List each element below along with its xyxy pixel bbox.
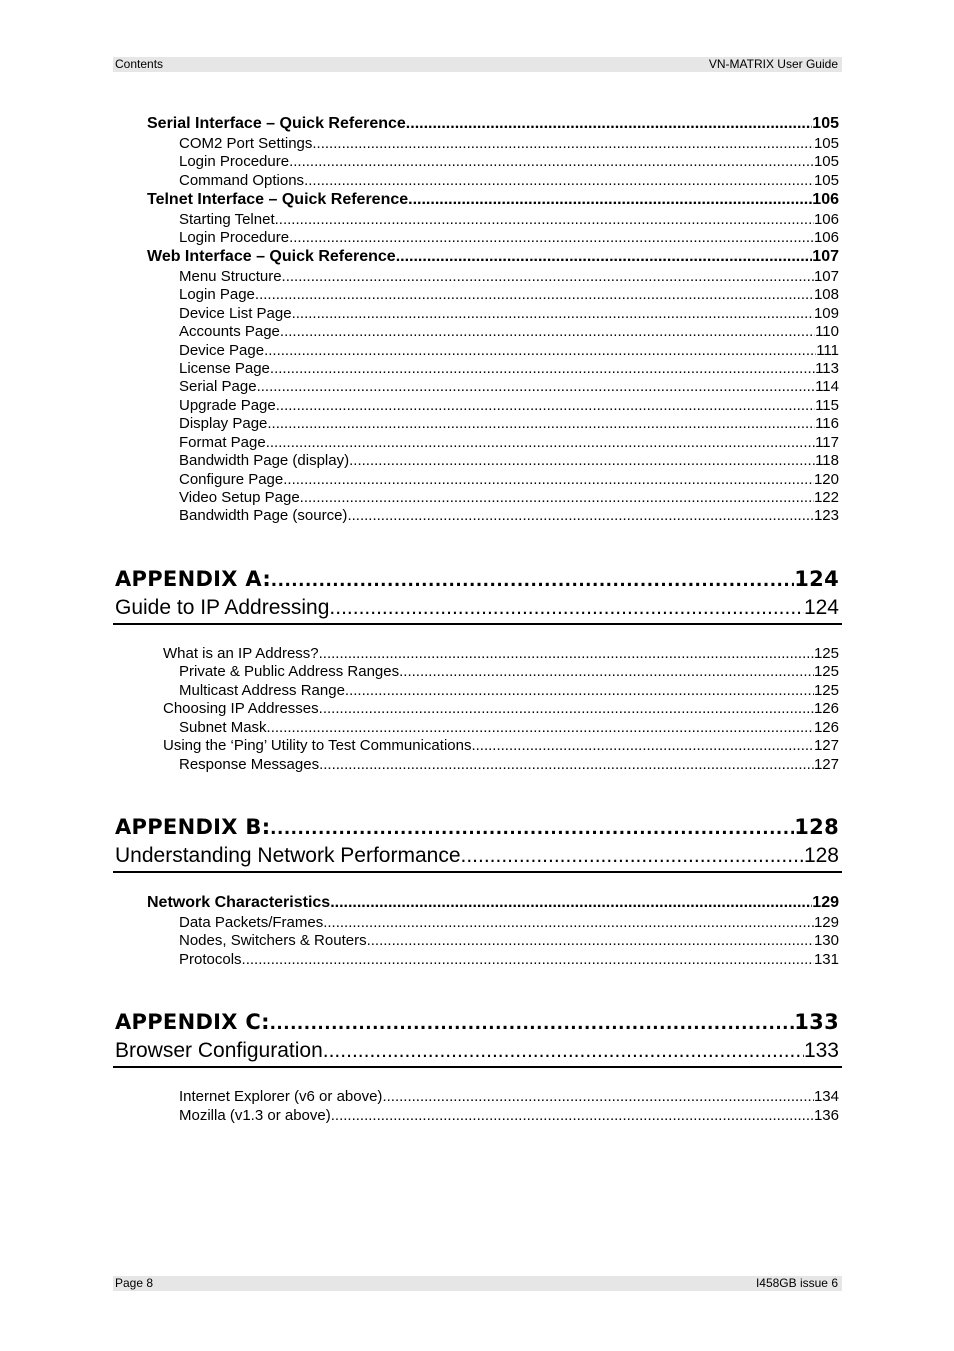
toc-entry[interactable]: What is an IP Address? ..... 125	[163, 645, 839, 663]
toc-entry[interactable]: Bandwidth Page (source) ..... 123	[179, 507, 839, 525]
toc-entry[interactable]: Choosing IP Addresses ..... 126	[163, 700, 839, 718]
toc-entry[interactable]: Internet Explorer (v6 or above) ..... 134	[179, 1088, 839, 1106]
toc-entry[interactable]: Data Packets/Frames ..... 129	[179, 914, 839, 932]
toc-entry[interactable]: Device Page ..... 111	[179, 342, 839, 360]
toc-entry[interactable]: Login Procedure ..... 105	[179, 153, 839, 171]
toc-entry[interactable]: Mozilla (v1.3 or above) ..... 136	[179, 1107, 839, 1125]
toc-section-telnet[interactable]: Telnet Interface – Quick Reference ..... 106	[147, 191, 839, 210]
toc-entry[interactable]: Private & Public Address Ranges ..... 125	[179, 663, 839, 681]
toc-entry[interactable]: COM2 Port Settings ..... 105	[179, 135, 839, 153]
footer-issue: I458GB issue 6	[755, 1276, 838, 1290]
toc-entry[interactable]: Accounts Page ..... 110	[179, 323, 839, 341]
footer-page-number: Page 8	[115, 1276, 154, 1290]
toc-entry[interactable]: Using the ‘Ping’ Utility to Test Communications ..... 127	[163, 737, 839, 755]
toc-appendix-c[interactable]: APPENDIX C: ..... 133	[115, 1010, 839, 1038]
toc-entry[interactable]: Format Page ..... 117	[179, 434, 839, 452]
header-section-name: Contents	[115, 57, 164, 71]
toc-section-network[interactable]: Network Characteristics ..... 129	[147, 894, 839, 913]
toc-entry[interactable]: Display Page ..... 116	[179, 415, 839, 433]
toc-entry[interactable]: Menu Structure ..... 107	[179, 268, 839, 286]
header-document-title: VN-MATRIX User Guide	[708, 57, 838, 71]
toc-entry[interactable]: Serial Page ..... 114	[179, 378, 839, 396]
toc-appendix-a-title[interactable]: Guide to IP Addressing ..... 124	[115, 596, 839, 624]
appendix-a-rule	[113, 623, 842, 625]
appendix-c-rule	[113, 1066, 842, 1068]
toc-section-serial[interactable]: Serial Interface – Quick Reference ..... 105	[147, 115, 839, 134]
toc-entry[interactable]: Nodes, Switchers & Routers ..... 130	[179, 932, 839, 950]
toc-section-web[interactable]: Web Interface – Quick Reference ..... 107	[147, 248, 839, 267]
toc-entry[interactable]: License Page ..... 113	[179, 360, 839, 378]
toc-entry[interactable]: Response Messages ..... 127	[179, 756, 839, 774]
toc-entry[interactable]: Video Setup Page ..... 122	[179, 489, 839, 507]
toc-entry[interactable]: Bandwidth Page (display) ..... 118	[179, 452, 839, 470]
page-footer	[113, 1276, 842, 1291]
toc-entry[interactable]: Login Page ..... 108	[179, 286, 839, 304]
page-header	[113, 57, 842, 72]
toc-entry[interactable]: Device List Page ..... 109	[179, 305, 839, 323]
toc-appendix-c-title[interactable]: Browser Configuration ..... 133	[115, 1039, 839, 1067]
toc-entry[interactable]: Multicast Address Range ..... 125	[179, 682, 839, 700]
toc-entry[interactable]: Protocols ..... 131	[179, 951, 839, 969]
appendix-b-rule	[113, 871, 842, 873]
toc-entry[interactable]: Upgrade Page ..... 115	[179, 397, 839, 415]
toc-appendix-b-title[interactable]: Understanding Network Performance ..... 128	[115, 844, 839, 872]
toc-appendix-a[interactable]: APPENDIX A: ..... 124	[115, 567, 839, 595]
toc-entry[interactable]: Login Procedure ..... 106	[179, 229, 839, 247]
toc-entry[interactable]: Configure Page ..... 120	[179, 471, 839, 489]
toc-entry[interactable]: Subnet Mask ..... 126	[179, 719, 839, 737]
toc-appendix-b[interactable]: APPENDIX B: ..... 128	[115, 815, 839, 843]
toc-entry[interactable]: Command Options ..... 105	[179, 172, 839, 190]
toc-entry[interactable]: Starting Telnet ..... 106	[179, 211, 839, 229]
